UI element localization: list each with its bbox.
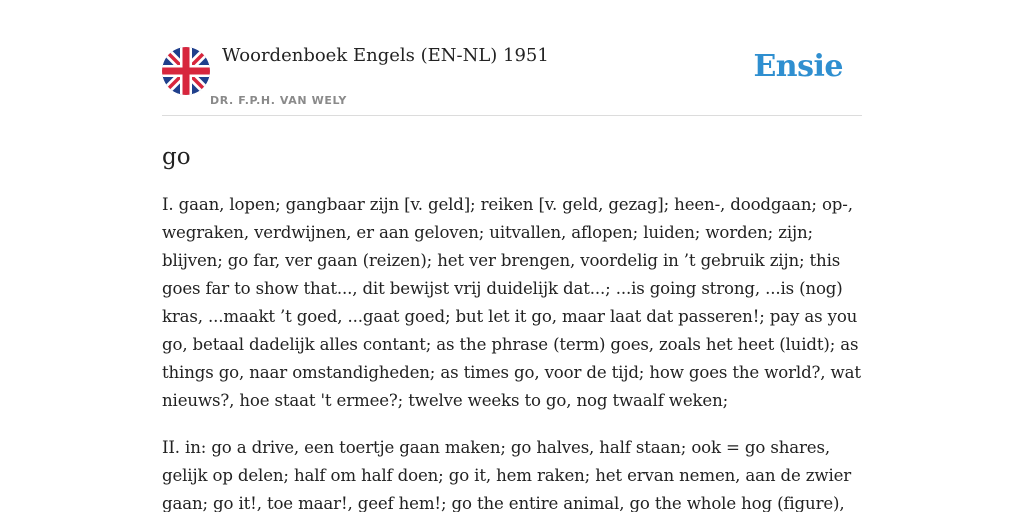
definition-paragraph-2: II. in: go a drive, een toertje gaan maken; go halves, half staan; ook = go shares, gelijk op delen; half om half doen; go it, hem raken; het ervan nemen, aan de zwier gaan; go it!, toe maar!, geef hem!; go the entire animal, go the whole hog (figure), [162,438,852,512]
entry-headword: go [162,144,191,170]
brand-logo[interactable]: Ensie [753,49,843,84]
dictionary-author: DR. F.P.H. VAN WELY [210,94,347,107]
entry-card [162,0,862,512]
dictionary-title[interactable]: Woordenboek Engels (EN-NL) 1951 [222,45,549,66]
definition-paragraph-1: I. gaan, lopen; gangbaar zijn [v. geld]; reiken [v. geld, gezag]; heen-, doodgaan; op-, wegraken, verdwijnen, er aan geloven; uitvallen, aflopen; luiden; worden; zijn; blijven; go far, ver gaan (reizen); het ver brengen, voordelig in ’t gebruik zijn; this goes far to show that..., dit bewijst vrij duidelijk dat...; ...is going strong, ...is (nog) kras, ...maakt ’t goed, ...gaat goed; but let it go, maar laat dat passeren!; pay as you go, betaal dadelijk alles contant; as the phrase (term) goes, zoals het heet (luidt); as things go, naar omstandigheden; as times go, voor de tijd; how goes the world?, wat nieuws?, hoe staat 't ermee?; twelve weeks to go, nog twaalf weken; [162,195,861,410]
dictionary-header [162,0,862,116]
uk-flag-icon [162,47,210,95]
